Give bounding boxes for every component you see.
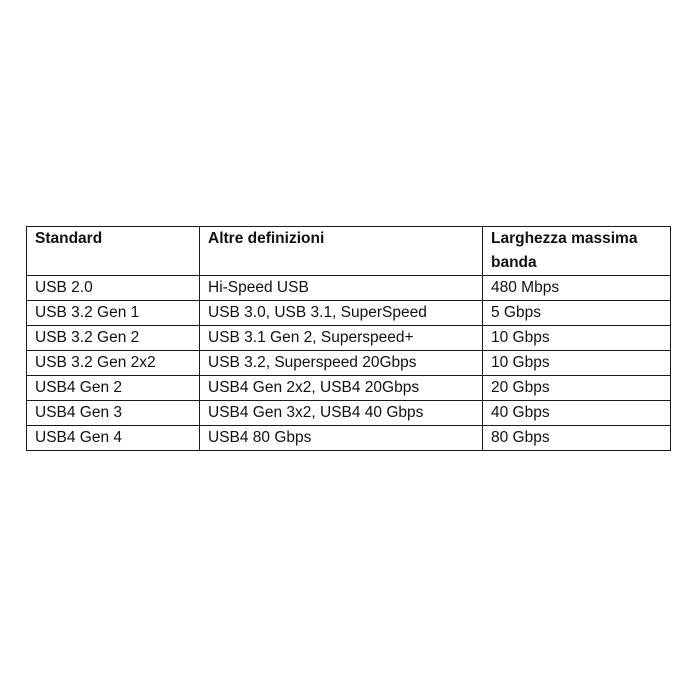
cell-larghezza-banda: 480 Mbps bbox=[483, 276, 671, 301]
table-row bbox=[27, 426, 671, 451]
cell-larghezza-banda: 40 Gbps bbox=[483, 401, 671, 426]
cell-larghezza-banda: 10 Gbps bbox=[483, 326, 671, 351]
table-row bbox=[27, 376, 671, 401]
table-row bbox=[27, 301, 671, 326]
cell-standard: USB4 Gen 2 bbox=[27, 376, 200, 401]
cell-standard: USB 2.0 bbox=[27, 276, 200, 301]
cell-standard: USB4 Gen 3 bbox=[27, 401, 200, 426]
table-body bbox=[27, 276, 671, 451]
cell-standard: USB 3.2 Gen 1 bbox=[27, 301, 200, 326]
column-header-standard: Standard bbox=[27, 227, 200, 276]
cell-standard: USB4 Gen 4 bbox=[27, 426, 200, 451]
cell-altre-definizioni: USB4 Gen 3x2, USB4 40 Gbps bbox=[200, 401, 483, 426]
cell-altre-definizioni: USB 3.1 Gen 2, Superspeed+ bbox=[200, 326, 483, 351]
cell-altre-definizioni: USB4 80 Gbps bbox=[200, 426, 483, 451]
table-header bbox=[27, 227, 671, 276]
cell-larghezza-banda: 10 Gbps bbox=[483, 351, 671, 376]
header-row bbox=[27, 227, 671, 276]
cell-larghezza-banda: 80 Gbps bbox=[483, 426, 671, 451]
table-row bbox=[27, 351, 671, 376]
cell-altre-definizioni: USB 3.2, Superspeed 20Gbps bbox=[200, 351, 483, 376]
table-row bbox=[27, 326, 671, 351]
table-row bbox=[27, 401, 671, 426]
cell-standard: USB 3.2 Gen 2x2 bbox=[27, 351, 200, 376]
cell-altre-definizioni: USB4 Gen 2x2, USB4 20Gbps bbox=[200, 376, 483, 401]
table-row bbox=[27, 276, 671, 301]
cell-altre-definizioni: Hi-Speed USB bbox=[200, 276, 483, 301]
cell-larghezza-banda: 20 Gbps bbox=[483, 376, 671, 401]
usb-standards-table bbox=[26, 226, 671, 451]
cell-standard: USB 3.2 Gen 2 bbox=[27, 326, 200, 351]
cell-altre-definizioni: USB 3.0, USB 3.1, SuperSpeed bbox=[200, 301, 483, 326]
column-header-altre-definizioni: Altre definizioni bbox=[200, 227, 483, 276]
column-header-larghezza-banda: Larghezza massima banda bbox=[483, 227, 671, 276]
cell-larghezza-banda: 5 Gbps bbox=[483, 301, 671, 326]
